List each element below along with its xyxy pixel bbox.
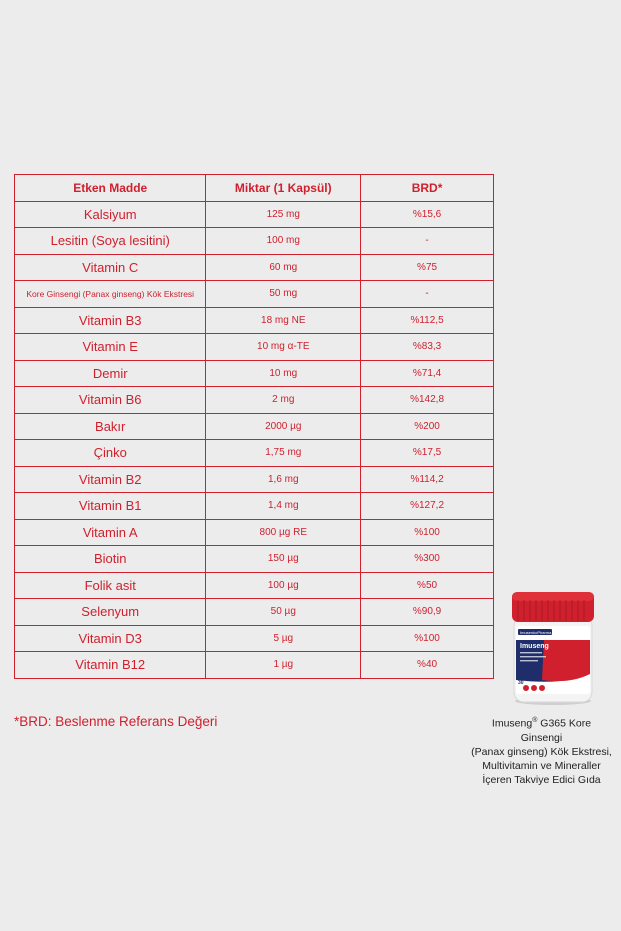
caption-line-2: (Panax ginseng) Kök Ekstresi, <box>471 745 612 758</box>
table-row <box>15 413 494 440</box>
amount-cell: 50 µg <box>206 599 361 626</box>
header-amount: Miktar (1 Kapsül) <box>206 175 361 202</box>
ingredient-cell: Vitamin A <box>15 519 206 546</box>
amount-cell: 60 mg <box>206 254 361 281</box>
ingredient-cell: Vitamin D3 <box>15 625 206 652</box>
caption-line-1 <box>470 714 613 745</box>
brd-cell: %15,6 <box>361 201 494 228</box>
amount-cell: 1,75 mg <box>206 440 361 467</box>
brd-cell: %300 <box>361 546 494 573</box>
brd-cell: %71,4 <box>361 360 494 387</box>
amount-cell: 10 mg α-TE <box>206 334 361 361</box>
table-row <box>15 201 494 228</box>
header-brd: BRD* <box>361 175 494 202</box>
ingredient-cell: Biotin <box>15 546 206 573</box>
brd-cell: %100 <box>361 625 494 652</box>
bottle-brand-label: ImusenkoPharma <box>520 630 552 635</box>
caption-line-1-text: G365 Kore Ginsengi <box>520 717 592 744</box>
ingredient-cell: Vitamin B3 <box>15 307 206 334</box>
table-row <box>15 493 494 520</box>
brd-cell: - <box>361 281 494 308</box>
table-row <box>15 652 494 679</box>
table-row <box>15 387 494 414</box>
table-row <box>15 466 494 493</box>
table-row <box>15 440 494 467</box>
brd-cell: %112,5 <box>361 307 494 334</box>
amount-cell: 100 µg <box>206 572 361 599</box>
ingredient-cell: Selenyum <box>15 599 206 626</box>
brd-cell: %100 <box>361 519 494 546</box>
table-row <box>15 625 494 652</box>
ingredient-cell: Vitamin B1 <box>15 493 206 520</box>
ingredient-cell: Vitamin C <box>15 254 206 281</box>
amount-cell: 18 mg NE <box>206 307 361 334</box>
amount-cell: 2000 µg <box>206 413 361 440</box>
ingredient-cell: Vitamin B12 <box>15 652 206 679</box>
amount-cell: 1,4 mg <box>206 493 361 520</box>
ingredient-cell: Kalsiyum <box>15 201 206 228</box>
table-row <box>15 334 494 361</box>
product-caption <box>470 714 613 787</box>
amount-cell: 1 µg <box>206 652 361 679</box>
bottle-name-label: Imuseng <box>520 643 549 650</box>
ingredient-cell: Kore Ginsengi (Panax ginseng) Kök Ekstresi <box>15 281 206 308</box>
header-active-ingredient: Etken Madde <box>15 175 206 202</box>
product-bottle-image <box>508 588 598 706</box>
brd-cell: %200 <box>361 413 494 440</box>
amount-cell: 800 µg RE <box>206 519 361 546</box>
brd-cell: %50 <box>361 572 494 599</box>
brd-cell: %40 <box>361 652 494 679</box>
table-row <box>15 228 494 255</box>
table-head <box>15 175 494 202</box>
ingredient-cell: Demir <box>15 360 206 387</box>
table-row <box>15 519 494 546</box>
amount-cell: 2 mg <box>206 387 361 414</box>
table-header-row <box>15 175 494 202</box>
table-row <box>15 360 494 387</box>
table-row <box>15 546 494 573</box>
nutrition-table <box>14 174 494 679</box>
ingredient-cell: Vitamin B6 <box>15 387 206 414</box>
amount-cell: 150 µg <box>206 546 361 573</box>
ingredient-cell: Folik asit <box>15 572 206 599</box>
brd-cell: %83,3 <box>361 334 494 361</box>
amount-cell: 10 mg <box>206 360 361 387</box>
table-row <box>15 307 494 334</box>
table-body <box>15 201 494 678</box>
amount-cell: 100 mg <box>206 228 361 255</box>
brd-cell: %142,8 <box>361 387 494 414</box>
caption-brand: Imuseng <box>491 717 533 730</box>
brd-cell: %127,2 <box>361 493 494 520</box>
amount-cell: 125 mg <box>206 201 361 228</box>
ingredient-cell: Vitamin E <box>15 334 206 361</box>
brd-cell: %114,2 <box>361 466 494 493</box>
brd-cell: %75 <box>361 254 494 281</box>
ingredient-cell: Çinko <box>15 440 206 467</box>
caption-line-3: Multivitamin ve Mineraller <box>482 759 601 772</box>
table-row <box>15 281 494 308</box>
table-row <box>15 599 494 626</box>
ingredient-cell: Lesitin (Soya lesitini) <box>15 228 206 255</box>
brd-cell: - <box>361 228 494 255</box>
brd-cell: %90,9 <box>361 599 494 626</box>
registered-mark: ® <box>532 717 538 724</box>
brd-cell: %17,5 <box>361 440 494 467</box>
ingredient-cell: Bakır <box>15 413 206 440</box>
table-row <box>15 254 494 281</box>
amount-cell: 1,6 mg <box>206 466 361 493</box>
caption-line-4: İçeren Takviye Edici Gıda <box>482 773 601 786</box>
ingredient-cell: Vitamin B2 <box>15 466 206 493</box>
brd-footnote: *BRD: Beslenme Referans Değeri <box>14 714 218 729</box>
amount-cell: 50 mg <box>206 281 361 308</box>
table-row <box>15 572 494 599</box>
amount-cell: 5 µg <box>206 625 361 652</box>
bottle-count-label: 30 <box>518 680 524 686</box>
